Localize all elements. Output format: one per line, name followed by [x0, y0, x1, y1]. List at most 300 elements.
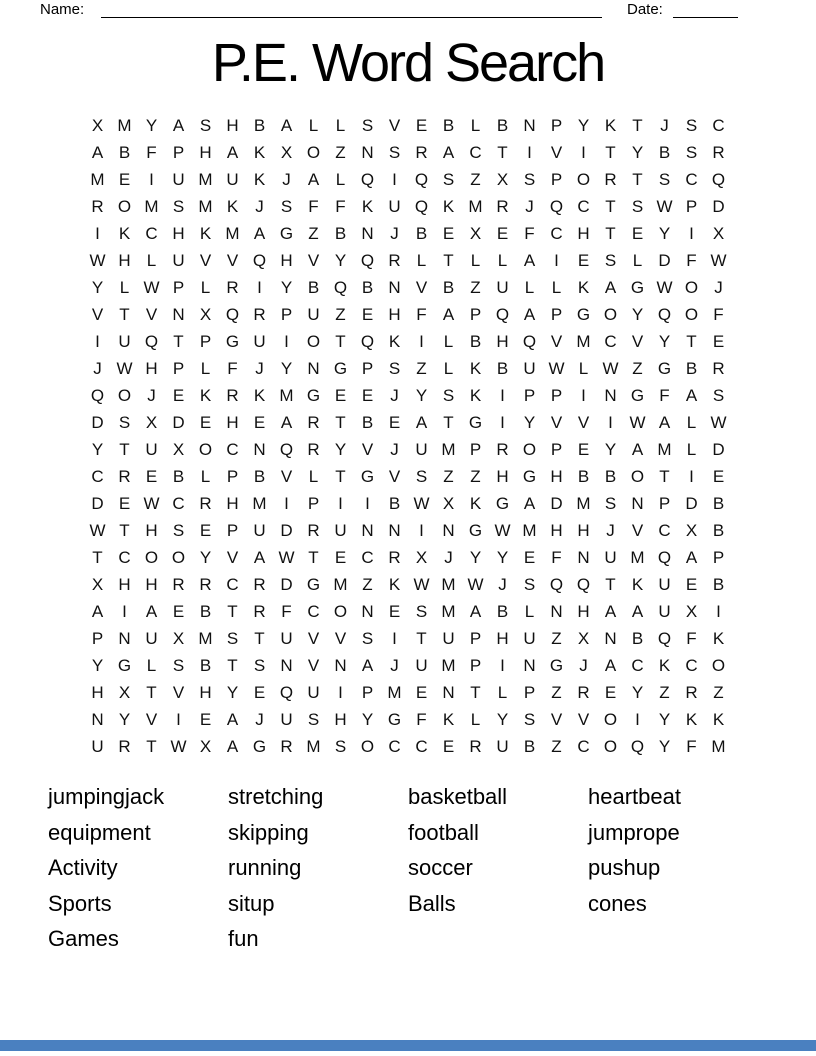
grid-letter: N	[361, 601, 374, 621]
grid-letter: M	[252, 493, 267, 513]
grid-letter: M	[441, 601, 456, 621]
grid-letter: B	[118, 142, 131, 162]
grid-letter: D	[685, 493, 698, 513]
grid-letter: V	[577, 412, 590, 432]
grid-letter: F	[416, 709, 427, 729]
grid-letter: J	[255, 196, 264, 216]
grid-letter: B	[469, 331, 482, 351]
grid-letter: M	[441, 655, 456, 675]
grid-letter: K	[712, 628, 725, 648]
grid-letter: C	[550, 223, 563, 243]
grid-letter: V	[631, 520, 644, 540]
grid-letter: C	[172, 493, 185, 513]
grid-letter: Q	[90, 385, 105, 405]
grid-letter: Y	[631, 304, 644, 324]
grid-letter: P	[550, 439, 563, 459]
grid-letter: I	[338, 493, 343, 513]
grid-letter: H	[496, 628, 509, 648]
grid-letter: A	[685, 547, 698, 567]
grid-letter: L	[443, 331, 454, 351]
grid-letter: S	[415, 601, 428, 621]
grid-letter: J	[390, 223, 399, 243]
grid-letter: M	[576, 331, 591, 351]
grid-letter: P	[685, 196, 698, 216]
grid-letter: J	[714, 277, 723, 297]
grid-letter: W	[143, 493, 160, 513]
grid-letter: X	[442, 493, 455, 513]
grid-letter: U	[280, 709, 293, 729]
grid-letter: W	[143, 277, 160, 297]
grid-letter: Q	[414, 196, 429, 216]
grid-letter: Q	[225, 304, 240, 324]
grid-letter: G	[279, 223, 294, 243]
grid-letter: L	[524, 601, 535, 621]
grid-letter: N	[118, 628, 131, 648]
grid-letter: V	[550, 709, 563, 729]
grid-letter: Q	[360, 169, 375, 189]
grid-letter: B	[577, 466, 590, 486]
word-list-item: heartbeat	[588, 784, 681, 809]
grid-letter: T	[443, 250, 454, 270]
grid-letter: G	[306, 385, 321, 405]
grid-letter: Z	[335, 304, 346, 324]
grid-letter: R	[226, 385, 239, 405]
grid-letter: U	[307, 682, 320, 702]
word-list	[48, 779, 774, 957]
grid-letter: F	[335, 196, 346, 216]
grid-letter: K	[253, 169, 266, 189]
grid-letter: S	[523, 169, 536, 189]
word-list-item: skipping	[228, 819, 309, 845]
grid-letter: H	[199, 682, 212, 702]
grid-letter: B	[712, 574, 725, 594]
grid-letter: V	[631, 331, 644, 351]
grid-letter: P	[361, 358, 374, 378]
grid-letter: X	[712, 223, 725, 243]
grid-letter: A	[685, 385, 698, 405]
grid-letter: Y	[91, 439, 104, 459]
grid-letter: A	[226, 736, 239, 756]
grid-letter: S	[685, 142, 698, 162]
page-title: P.E. Word Search	[211, 33, 605, 93]
footer-accent-bar	[0, 1040, 816, 1051]
grid-letter: H	[334, 709, 347, 729]
grid-letter: Y	[361, 709, 374, 729]
grid-letter: L	[551, 277, 562, 297]
grid-letter: W	[116, 358, 133, 378]
grid-letter: S	[172, 655, 185, 675]
grid-letter: G	[495, 493, 510, 513]
grid-letter: E	[253, 682, 266, 702]
grid-letter: I	[554, 250, 559, 270]
grid-letter: G	[549, 655, 564, 675]
grid-letter: G	[387, 709, 402, 729]
grid-letter: B	[253, 115, 266, 135]
grid-letter: A	[280, 115, 293, 135]
grid-letter: Q	[144, 331, 159, 351]
grid-letter: X	[91, 115, 104, 135]
grid-letter: P	[172, 358, 185, 378]
grid-letter: Q	[711, 169, 726, 189]
grid-letter: C	[118, 547, 131, 567]
grid-letter: H	[226, 412, 239, 432]
grid-letter: Y	[523, 412, 536, 432]
grid-letter: Y	[91, 655, 104, 675]
grid-letter: T	[605, 142, 616, 162]
grid-letter: S	[631, 196, 644, 216]
grid-letter: G	[333, 358, 348, 378]
grid-letter: H	[550, 466, 563, 486]
grid-letter: S	[523, 574, 536, 594]
grid-letter: X	[172, 439, 185, 459]
grid-letter: E	[172, 601, 185, 621]
grid-letter: P	[550, 115, 563, 135]
grid-letter: W	[278, 547, 295, 567]
grid-letter: K	[442, 709, 455, 729]
grid-letter: L	[335, 169, 346, 189]
grid-letter: R	[253, 601, 266, 621]
grid-letter: A	[523, 493, 536, 513]
grid-letter: B	[415, 223, 428, 243]
grid-letter: W	[656, 277, 673, 297]
grid-letter: R	[118, 466, 131, 486]
grid-letter: H	[577, 520, 590, 540]
grid-letter: I	[149, 169, 154, 189]
grid-letter: P	[550, 304, 563, 324]
grid-letter: R	[604, 169, 617, 189]
grid-letter: N	[91, 709, 104, 729]
word-list-item: jumpingjack	[48, 784, 165, 809]
grid-letter: U	[496, 277, 509, 297]
grid-letter: U	[307, 304, 320, 324]
grid-letter: A	[91, 142, 104, 162]
grid-letter: R	[307, 520, 320, 540]
grid-letter: Q	[360, 331, 375, 351]
grid-letter: I	[500, 412, 505, 432]
grid-letter: H	[388, 304, 401, 324]
grid-letter: K	[226, 196, 239, 216]
grid-letter: P	[307, 493, 320, 513]
grid-letter: C	[145, 223, 158, 243]
grid-letter: E	[685, 574, 698, 594]
grid-letter: E	[118, 169, 131, 189]
grid-letter: Q	[657, 304, 672, 324]
grid-letter: B	[685, 358, 698, 378]
grid-letter: S	[415, 466, 428, 486]
grid-letter: Y	[631, 682, 644, 702]
grid-letter: O	[603, 304, 618, 324]
word-list-item: fun	[228, 926, 259, 952]
grid-letter: P	[712, 547, 725, 567]
grid-letter: C	[415, 736, 428, 756]
grid-letter: Z	[632, 358, 643, 378]
grid-letter: M	[522, 520, 537, 540]
grid-letter: E	[334, 547, 347, 567]
grid-letter: R	[91, 196, 104, 216]
grid-letter: J	[444, 547, 453, 567]
grid-letter: L	[335, 115, 346, 135]
grid-letter: I	[392, 169, 397, 189]
grid-letter: Q	[252, 250, 267, 270]
grid-letter: F	[686, 250, 697, 270]
grid-letter: V	[199, 250, 212, 270]
grid-letter: X	[469, 223, 482, 243]
word-list-item: football	[408, 819, 479, 845]
word-list-item: jumprope	[588, 819, 680, 845]
grid-letter: Q	[414, 169, 429, 189]
grid-letter: Y	[631, 142, 644, 162]
grid-letter: Z	[443, 466, 454, 486]
grid-letter: J	[606, 520, 615, 540]
word-list-column-1	[48, 779, 228, 957]
grid-letter: F	[146, 142, 157, 162]
grid-letter: L	[470, 115, 481, 135]
grid-letter: T	[92, 547, 103, 567]
grid-letter: K	[685, 709, 698, 729]
grid-letter: U	[226, 169, 239, 189]
grid-letter: D	[91, 493, 104, 513]
grid-letter: R	[712, 142, 725, 162]
grid-letter: A	[226, 142, 239, 162]
grid-letter: N	[361, 142, 374, 162]
grid-letter: K	[388, 331, 401, 351]
grid-letter: O	[333, 601, 348, 621]
grid-letter: M	[198, 628, 213, 648]
grid-letter: N	[307, 358, 320, 378]
grid-letter: X	[685, 601, 698, 621]
grid-letter: U	[145, 439, 158, 459]
grid-letter: O	[522, 439, 537, 459]
word-list-item: Activity	[48, 855, 118, 881]
grid-letter: A	[361, 655, 374, 675]
grid-letter: I	[581, 142, 586, 162]
grid-letter: Y	[604, 439, 617, 459]
grid-letter: E	[523, 547, 536, 567]
grid-letter: W	[629, 412, 646, 432]
grid-letter: Y	[469, 547, 482, 567]
grid-letter: S	[361, 628, 374, 648]
grid-letter: U	[523, 358, 536, 378]
grid-letter: Z	[659, 682, 670, 702]
grid-letter: V	[226, 547, 239, 567]
grid-letter: S	[334, 736, 347, 756]
grid-letter: U	[334, 520, 347, 540]
grid-letter: E	[145, 466, 158, 486]
grid-letter: I	[365, 493, 370, 513]
grid-letter: V	[550, 412, 563, 432]
grid-letter: T	[146, 736, 157, 756]
grid-letter: I	[284, 331, 289, 351]
grid-letter: U	[658, 601, 671, 621]
grid-letter: M	[306, 736, 321, 756]
grid-letter: B	[334, 223, 347, 243]
grid-letter: C	[388, 736, 401, 756]
grid-letter: E	[577, 250, 590, 270]
grid-letter: K	[658, 655, 671, 675]
grid-letter: B	[712, 493, 725, 513]
grid-letter: A	[469, 601, 482, 621]
grid-letter: I	[95, 331, 100, 351]
grid-letter: A	[631, 439, 644, 459]
grid-letter: D	[550, 493, 563, 513]
grid-letter: V	[145, 304, 158, 324]
grid-letter: E	[415, 115, 428, 135]
grid-letter: H	[550, 520, 563, 540]
grid-letter: Y	[658, 736, 671, 756]
grid-letter: V	[388, 115, 401, 135]
grid-letter: F	[551, 547, 562, 567]
grid-letter: Q	[333, 277, 348, 297]
grid-letter: G	[522, 466, 537, 486]
grid-letter: E	[577, 439, 590, 459]
grid-letter: T	[308, 547, 319, 567]
grid-letter: A	[604, 655, 617, 675]
word-list-item: stretching	[228, 784, 324, 809]
grid-letter: P	[280, 304, 293, 324]
grid-letter: T	[335, 412, 346, 432]
grid-letter: A	[145, 601, 158, 621]
grid-letter: N	[361, 520, 374, 540]
grid-letter: C	[685, 655, 698, 675]
grid-letter: V	[145, 709, 158, 729]
grid-letter: C	[577, 736, 590, 756]
grid-letter: H	[577, 601, 590, 621]
grid-letter: B	[658, 142, 671, 162]
grid-letter: O	[603, 736, 618, 756]
grid-letter: E	[253, 412, 266, 432]
grid-letter: B	[631, 628, 644, 648]
grid-letter: P	[523, 682, 536, 702]
grid-letter: F	[524, 223, 535, 243]
grid-letter: L	[200, 277, 211, 297]
grid-letter: K	[469, 385, 482, 405]
grid-letter: V	[172, 682, 185, 702]
grid-letter: L	[443, 358, 454, 378]
grid-letter: A	[523, 250, 536, 270]
grid-letter: L	[470, 250, 481, 270]
grid-letter: V	[307, 250, 320, 270]
grid-letter: E	[442, 736, 455, 756]
grid-letter: F	[416, 304, 427, 324]
grid-letter: H	[577, 223, 590, 243]
grid-letter: W	[656, 196, 673, 216]
grid-letter: E	[388, 412, 401, 432]
grid-letter: P	[469, 628, 482, 648]
grid-letter: M	[441, 439, 456, 459]
grid-letter: X	[415, 547, 428, 567]
grid-letter: G	[225, 331, 240, 351]
grid-letter: J	[660, 115, 669, 135]
grid-letter: S	[118, 412, 131, 432]
grid-letter: Z	[470, 277, 481, 297]
grid-letter: T	[605, 196, 616, 216]
grid-letter: R	[118, 736, 131, 756]
grid-letter: M	[198, 196, 213, 216]
grid-letter: E	[496, 223, 509, 243]
grid-letter: J	[147, 385, 156, 405]
grid-letter: H	[226, 493, 239, 513]
grid-letter: S	[442, 169, 455, 189]
grid-letter: M	[630, 547, 645, 567]
word-list-item: equipment	[48, 819, 151, 845]
grid-letter: J	[255, 709, 264, 729]
grid-letter: Q	[279, 682, 294, 702]
grid-letter: A	[604, 601, 617, 621]
grid-letter: V	[388, 466, 401, 486]
grid-letter: N	[577, 547, 590, 567]
grid-letter: I	[689, 223, 694, 243]
grid-letter: T	[416, 628, 427, 648]
grid-letter: E	[604, 682, 617, 702]
grid-letter: T	[605, 574, 616, 594]
grid-letter: J	[93, 358, 102, 378]
grid-letter: C	[604, 331, 617, 351]
grid-letter: I	[716, 601, 721, 621]
grid-letter: D	[280, 574, 293, 594]
grid-letter: I	[392, 628, 397, 648]
grid-letter: V	[307, 655, 320, 675]
grid-letter: F	[686, 736, 697, 756]
grid-letter: U	[253, 331, 266, 351]
grid-letter: T	[632, 169, 643, 189]
grid-letter: I	[176, 709, 181, 729]
grid-letter: W	[413, 574, 430, 594]
grid-letter: S	[523, 709, 536, 729]
grid-letter: H	[172, 223, 185, 243]
grid-letter: V	[91, 304, 104, 324]
grid-letter: I	[500, 385, 505, 405]
grid-letter: U	[415, 439, 428, 459]
grid-letter: Y	[415, 385, 428, 405]
grid-letter: S	[253, 655, 266, 675]
grid-letter: E	[415, 682, 428, 702]
name-underline	[101, 17, 602, 18]
grid-letter: R	[388, 547, 401, 567]
grid-letter: K	[469, 493, 482, 513]
grid-letter: O	[603, 709, 618, 729]
grid-letter: V	[361, 439, 374, 459]
grid-letter: K	[253, 385, 266, 405]
grid-letter: E	[631, 223, 644, 243]
grid-letter: R	[226, 277, 239, 297]
word-list-item: basketball	[408, 784, 508, 809]
grid-letter: W	[413, 493, 430, 513]
grid-letter: Z	[416, 358, 427, 378]
grid-letter: V	[577, 709, 590, 729]
grid-letter: N	[334, 655, 347, 675]
grid-letter: C	[361, 547, 374, 567]
grid-letter: B	[361, 277, 374, 297]
grid-letter: I	[122, 601, 127, 621]
grid-letter: M	[441, 574, 456, 594]
grid-letter: X	[145, 412, 158, 432]
grid-letter: I	[284, 493, 289, 513]
grid-letter: L	[578, 358, 589, 378]
grid-letter: L	[119, 277, 130, 297]
grid-letter: E	[199, 412, 212, 432]
grid-letter: R	[199, 493, 212, 513]
grid-letter: O	[117, 385, 132, 405]
word-list-item: cones	[588, 890, 647, 916]
grid-letter: S	[226, 628, 239, 648]
grid-letter: S	[199, 115, 212, 135]
grid-letter: A	[442, 304, 455, 324]
grid-letter: Y	[334, 439, 347, 459]
grid-letter: G	[630, 385, 645, 405]
grid-letter: H	[280, 250, 293, 270]
word-list-item: Balls	[408, 890, 456, 916]
grid-letter: I	[419, 331, 424, 351]
